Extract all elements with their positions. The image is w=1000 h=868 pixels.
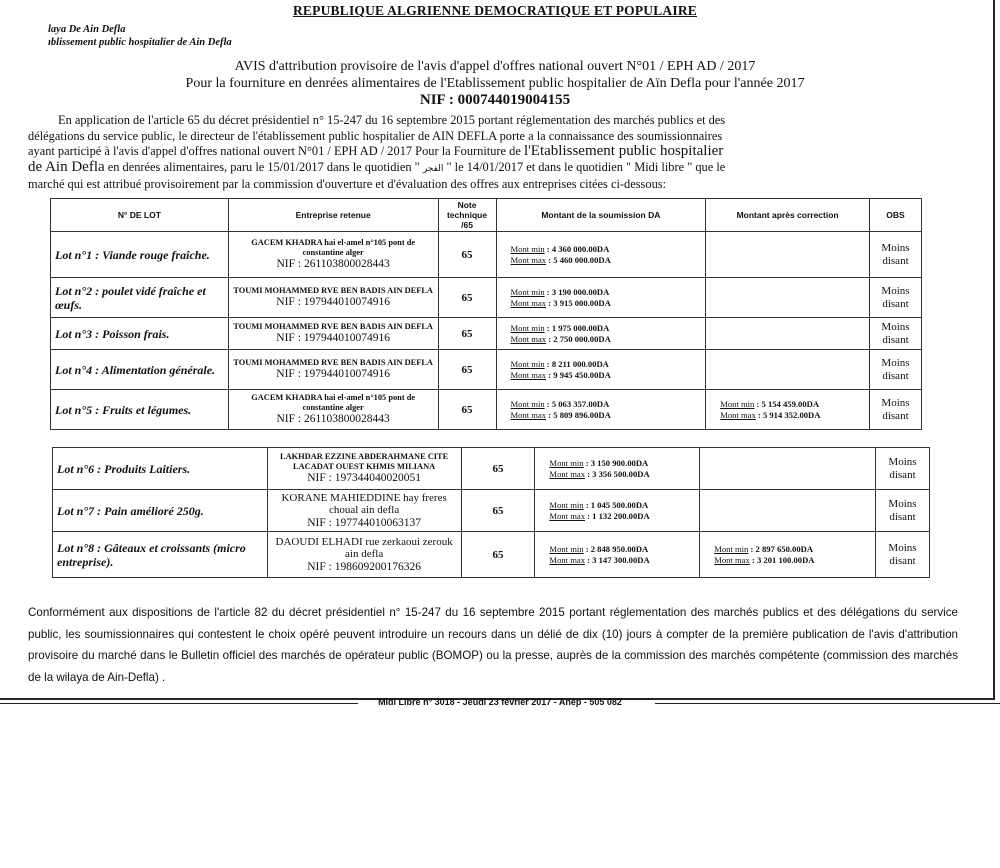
- col-header-note: Note technique /65: [438, 199, 496, 232]
- amount-min-value: : 3 190 000.00DA: [544, 286, 610, 297]
- amount-min-label: Mont min: [549, 543, 584, 554]
- amount-max-value: : 1 132 200.00DA: [585, 510, 650, 521]
- obs-cell: Moins disant: [875, 490, 929, 532]
- amount-min-line: [511, 323, 702, 334]
- amount-min-value: : 5 154 459.00DA: [754, 398, 820, 409]
- amount-min-line: [714, 544, 871, 555]
- intro-line-4a: de Ain Defla: [28, 158, 105, 175]
- amount-max-label: Mont max: [549, 554, 585, 565]
- amount-max-label: Mont max: [549, 510, 585, 521]
- note-cell: 65: [438, 318, 496, 350]
- entreprise-cell: [267, 532, 461, 578]
- correction-cell: [706, 350, 870, 390]
- entreprise-nif: NIF : 198609200176326: [307, 560, 421, 573]
- amount-min-line: [549, 544, 695, 555]
- amount-max-label: Mont max: [720, 409, 756, 420]
- intro-paragraph: [28, 113, 943, 193]
- lot-cell: Lot n°6 : Produits Laitiers.: [53, 448, 268, 490]
- col-header-correction: Montant après correction: [706, 199, 870, 232]
- correction-cell: [706, 318, 870, 350]
- obs-cell: Moins disant: [869, 350, 921, 390]
- amount-min-label: Mont min: [720, 398, 755, 409]
- amount-min-value: : 4 360 000.00DA: [544, 243, 610, 254]
- entreprise-cell: [267, 448, 461, 490]
- montant-cell: [496, 278, 706, 318]
- notice-subtitle: Pour la fourniture en denrées alimentaires de l'Etablissement public hospitalier de Aïn Defla pour l'année 2017: [185, 76, 805, 91]
- correction-cell: [706, 278, 870, 318]
- amount-max-value: : 5 914 352.00DA: [755, 409, 821, 420]
- obs-cell: Moins disant: [869, 278, 921, 318]
- amount-max-value: : 5 460 000.00DA: [546, 254, 611, 265]
- obs-cell: Moins disant: [875, 448, 929, 490]
- amount-min-label: Mont min: [510, 358, 545, 369]
- entreprise-nif: NIF : 197344040020051: [307, 472, 421, 484]
- amount-min-value: : 2 897 650.00DA: [748, 543, 814, 554]
- entreprise-nif: NIF : 261103800028443: [276, 413, 390, 425]
- org-line-1: laya De Ain Defla: [48, 24, 126, 35]
- montant-cell: [496, 350, 706, 390]
- note-cell: 65: [438, 350, 496, 390]
- table-row: [51, 390, 922, 430]
- correction-cell: [706, 232, 870, 278]
- entreprise-name: GACEM KHADRA hai el-amel n°105 pont de constantine alger: [251, 393, 416, 412]
- amount-min-line: [511, 244, 702, 255]
- entreprise-nif: NIF : 261103800028443: [276, 258, 390, 270]
- table-row: [51, 232, 922, 278]
- amount-max-label: Mont max: [510, 409, 547, 420]
- entreprise-name: TOUMI MOHAMMED RVE BEN BADIS AIN DEFLA: [233, 358, 433, 367]
- lot-cell: Lot n°5 : Fruits et légumes.: [51, 390, 229, 430]
- montant-cell: [535, 448, 700, 490]
- lot-cell: Lot n°7 : Pain amélioré 250g.: [53, 490, 268, 532]
- amount-max-value: : 2 750 000.00DA: [546, 333, 611, 344]
- amount-min-value: : 2 848 950.00DA: [583, 543, 649, 554]
- amount-max-line: [549, 511, 695, 522]
- note-cell: 65: [461, 448, 535, 490]
- amount-min-label: Mont min: [714, 543, 749, 554]
- amount-max-line: [511, 334, 702, 345]
- note-cell: 65: [438, 232, 496, 278]
- amount-max-value: : 3 201 100.00DA: [749, 554, 815, 565]
- montant-cell: [496, 318, 706, 350]
- intro-line-4d: " le 14/01/2017 et dans le quotidien " Midi libre " que le: [443, 159, 726, 174]
- correction-cell: [700, 490, 876, 532]
- entreprise-nif: NIF : 197944010074916: [276, 296, 391, 308]
- amount-min-value: : 5 063 357.00DA: [544, 398, 610, 409]
- amount-min-line: [549, 500, 695, 511]
- entreprise-cell: [228, 318, 438, 350]
- amount-max-line: [511, 255, 702, 266]
- amount-max-line: [549, 469, 695, 480]
- amount-max-line: [720, 410, 865, 421]
- amount-min-line: [720, 399, 865, 410]
- table-row: [51, 278, 922, 318]
- col-header-montant: Montant de la soumission DA: [496, 199, 706, 232]
- obs-cell: Moins disant: [869, 390, 921, 430]
- table-row: [53, 490, 930, 532]
- amount-max-label: Mont max: [510, 333, 547, 344]
- table-header-row: [51, 199, 922, 232]
- amount-min-value: : 3 150 900.00DA: [583, 457, 649, 468]
- amount-min-line: [511, 359, 702, 370]
- correction-cell: [700, 448, 876, 490]
- montant-cell: [535, 490, 700, 532]
- amount-min-label: Mont min: [510, 286, 545, 297]
- amount-max-label: Mont max: [510, 254, 547, 265]
- amount-max-label: Mont max: [549, 468, 585, 479]
- amount-max-value: : 3 147 300.00DA: [585, 554, 650, 565]
- lot-cell: Lot n°8 : Gâteaux et croissants (micro entreprise).: [53, 532, 268, 578]
- amount-min-value: : 1 975 000.00DA: [544, 322, 610, 333]
- entreprise-nif: NIF : 197944010074916: [276, 332, 391, 344]
- amount-max-label: Mont max: [510, 369, 547, 380]
- amount-max-line: [714, 555, 871, 566]
- amount-max-line: [511, 410, 702, 421]
- table-row: [51, 318, 922, 350]
- entreprise-cell: [228, 278, 438, 318]
- table-row: [51, 350, 922, 390]
- amount-min-line: [511, 399, 702, 410]
- montant-cell: [535, 532, 700, 578]
- entreprise-cell: [267, 490, 461, 532]
- intro-line-3a: ayant participé à l'avis d'appel d'offres national ouvert N°01 / EPH AD / 2017 Pour la Fourniture de: [28, 144, 524, 158]
- intro-line-1: En application de l'article 65 du décret présidentiel n° 15-247 du 16 septembre 2015 portant réglementation des marchés publics et des: [58, 113, 726, 127]
- montant-cell: [496, 390, 706, 430]
- note-cell: 65: [438, 278, 496, 318]
- intro-line-5: marché qui est attribué provisoirement par la commission d'ouverture et d'évaluation des offres aux entreprises citées ci-dessous:: [28, 177, 667, 191]
- newspaper-name-arabic: الفجر: [422, 163, 444, 174]
- table-row: [53, 532, 930, 578]
- amount-max-label: Mont max: [714, 554, 750, 565]
- lot-cell: Lot n°1 : Viande rouge fraîche.: [51, 232, 229, 278]
- intro-line-3b: l'Etablissement public hospitalier: [523, 143, 724, 159]
- intro-line-2: délégations du service public, le directeur de l'établissement public hospitalier de AIN DEFLA porte a la connaissance des soumissionnaires: [28, 128, 723, 143]
- correction-cell: [700, 532, 876, 578]
- publication-footer: Midi Libre n° 3018 - Jeudi 23 février 2017 - Anep - 505 082: [378, 697, 622, 707]
- entreprise-cell: [228, 350, 438, 390]
- amount-max-value: : 9 945 450.00DA: [546, 369, 611, 380]
- amount-min-value: : 1 045 500.00DA: [583, 499, 649, 510]
- lot-cell: Lot n°3 : Poisson frais.: [51, 318, 229, 350]
- entreprise-name: KORANE MAHIEDDINE hay freres choual ain defla: [281, 491, 447, 516]
- correction-cell: [706, 390, 870, 430]
- entreprise-nif: NIF : 197944010074916: [276, 368, 391, 380]
- amount-min-label: Mont min: [549, 457, 584, 468]
- entreprise-name: GACEM KHADRA hai el-amel n°105 pont de constantine alger: [251, 238, 416, 257]
- intro-line-4b: en denrées alimentaires, paru le 15/01/2017 dans le quotidien ": [104, 159, 423, 174]
- amount-min-label: Mont min: [549, 499, 584, 510]
- note-cell: 65: [461, 490, 535, 532]
- lots-table-lower: [52, 447, 930, 578]
- col-header-entreprise: Entreprise retenue: [228, 199, 438, 232]
- obs-cell: Moins disant: [869, 232, 921, 278]
- republic-header: REPUBLIQUE ALGRIENNE DEMOCRATIQUE ET POPULAIRE: [292, 3, 697, 18]
- entreprise-name: TOUMI MOHAMMED RVE BEN BADIS AIN DEFLA: [233, 322, 433, 331]
- entreprise-nif: NIF : 197744010063137: [307, 516, 421, 529]
- lot-cell: Lot n°4 : Alimentation générale.: [51, 350, 229, 390]
- amount-min-value: : 8 211 000.00DA: [544, 358, 609, 369]
- amount-min-line: [549, 458, 695, 469]
- col-header-lot: N° DE LOT: [51, 199, 229, 232]
- notice-title: AVIS d'attribution provisoire de l'avis d'appel d'offres national ouvert N°01 / EPH AD / 2017: [234, 59, 756, 74]
- amount-max-label: Mont max: [510, 297, 547, 308]
- amount-min-label: Mont min: [510, 398, 545, 409]
- amount-min-line: [511, 287, 702, 298]
- col-header-obs: OBS: [869, 199, 921, 232]
- amount-min-label: Mont min: [510, 322, 545, 333]
- amount-min-label: Mont min: [510, 243, 545, 254]
- montant-cell: [496, 232, 706, 278]
- amount-max-value: : 3 356 500.00DA: [585, 468, 650, 479]
- obs-cell: Moins disant: [875, 532, 929, 578]
- amount-max-line: [549, 555, 695, 566]
- note-cell: 65: [438, 390, 496, 430]
- entreprise-name: TOUMI MOHAMMED RVE BEN BADIS AIN DEFLA: [233, 286, 433, 295]
- amount-max-line: [511, 370, 702, 381]
- entreprise-name: DAOUDI ELHADI rue zerkaoui zerouk ain defla: [275, 535, 453, 560]
- intro-line-3: [28, 144, 943, 160]
- amount-max-value: : 5 809 896.00DA: [546, 409, 611, 420]
- intro-line-4: [28, 160, 943, 178]
- amount-max-line: [511, 298, 702, 309]
- org-line-2: ıblissement public hospitalier de Ain Defla: [48, 37, 232, 48]
- table-row: [53, 448, 930, 490]
- closing-paragraph: Conformément aux dispositions de l'article 82 du décret présidentiel n° 15-247 du 16 septembre 2015 portant réglementation des marchés publics et des délégations du service public, les soumissionnaires qui contestent le choix opéré peuvent introduire un recours dans un délié de dix (10) jours à compter de la première publication de l'avis d'attribution provisoire du marché dans le Bulletin officiel des marchés de opérateur public (BOMOP) ou la presse, auprès de la commission des marchés compétente (commission des marchés de la wilaya de Ain-Defla) .: [28, 606, 958, 684]
- entreprise-cell: [228, 390, 438, 430]
- notice-nif: NIF : 000744019004155: [419, 92, 571, 108]
- lots-table-upper: [50, 198, 922, 430]
- entreprise-cell: [228, 232, 438, 278]
- entreprise-name: LAKHDAR EZZINE ABDERAHMANE CITE LACADAT OUEST KHMIS MILIANA: [280, 452, 449, 471]
- lot-cell: Lot n°2 : poulet vidé fraîche et œufs.: [51, 278, 229, 318]
- obs-cell: Moins disant: [869, 318, 921, 350]
- note-cell: 65: [461, 532, 535, 578]
- amount-max-value: : 3 915 000.00DA: [546, 297, 611, 308]
